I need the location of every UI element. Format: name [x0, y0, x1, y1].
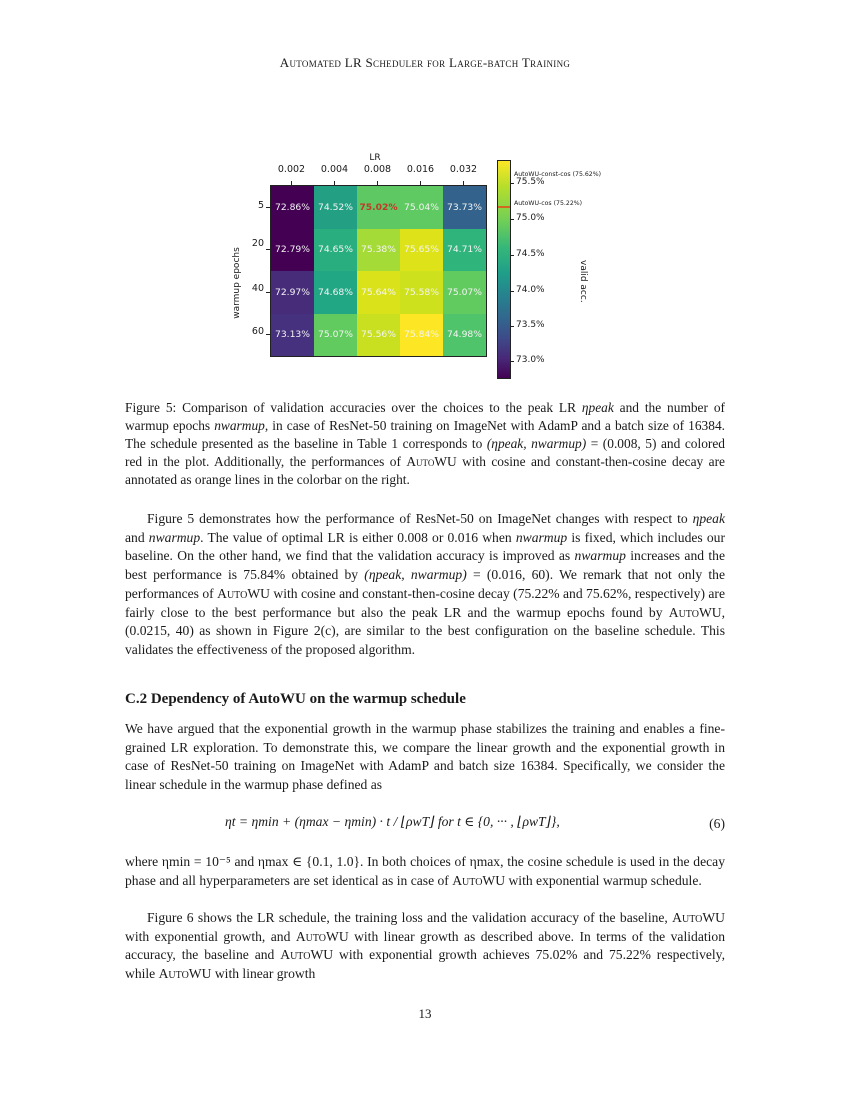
heatmap-cell: 74.68%	[314, 271, 357, 314]
x-tick-label: 0.004	[320, 164, 349, 175]
heatmap-cell: 75.65%	[400, 229, 443, 272]
caption-label: Figure 5:	[125, 400, 177, 415]
running-head: Automated LR Scheduler for Large-batch Training	[279, 55, 571, 70]
y-tick-label: 5	[257, 200, 264, 211]
heatmap-cell: 75.56%	[357, 314, 400, 357]
heatmap-cell-baseline: 75.02%	[357, 186, 400, 229]
colorbar-tick	[510, 183, 514, 184]
colorbar-tick	[510, 219, 514, 220]
heatmap-cell: 74.98%	[443, 314, 486, 357]
heatmap-figure	[220, 150, 640, 385]
colorbar-tick-label: 74.5%	[516, 249, 545, 259]
colorbar-tick	[510, 326, 514, 327]
x-tick-label: 0.002	[277, 164, 306, 175]
colorbar-tick-label: 75.5%	[516, 177, 545, 187]
heatmap-cell: 75.38%	[357, 229, 400, 272]
y-tick-label: 40	[251, 283, 264, 294]
heatmap-cell: 73.13%	[271, 314, 314, 357]
body-paragraph: where ηmin = 10⁻⁵ and ηmax ∈ {0.1, 1.0}. In both choices of ηmax, the cosine schedule is used in the decay phase and all hyperparameters are set identical as in case of AutoWU with exponential warmup schedule.	[125, 854, 725, 888]
body-paragraph: Figure 6 shows the LR schedule, the training loss and the validation accuracy of the baseline, AutoWU with exponential growth, and AutoWU with linear growth as described above. In terms of the validation accuracy, the baseline and AutoWU with exponential growth achieves 75.02% and 75.22% respectively, while AutoWU with linear growth	[125, 910, 725, 982]
heatmap-cell: 75.07%	[314, 314, 357, 357]
equation-body: ηt = ηmin + (ηmax − ηmin) · t / ⌊ρwT⌋ for t ∈ {0, ··· , ⌊ρwT⌋},	[225, 814, 560, 829]
heatmap-cell: 74.65%	[314, 229, 357, 272]
equation-6	[125, 810, 725, 850]
heatmap-cell: 74.52%	[314, 186, 357, 229]
colorbar-tick	[510, 255, 514, 256]
figure-caption: Figure 5: Comparison of validation accuracies over the choices to the peak LR ηpeak and the number of warmup epochs nwarmup, in case of ResNet-50 training on ImageNet with AdamP and a batch size of 16384. The schedule presented as the baseline in Table 1 corresponds to (ηpeak, nwarmup) = (0.008, 5) and colored red in the plot. Additionally, the performances of AutoWU with cosine and constant-then-cosine decay are annotated as orange lines in the colorbar on the right.	[125, 400, 726, 488]
section-heading: C.2 Dependency of AutoWU on the warmup schedule	[125, 691, 466, 707]
page-number: 13	[418, 1006, 432, 1021]
colorbar-annotation-line	[498, 206, 510, 208]
colorbar-tick-label: 73.0%	[516, 355, 545, 365]
heatmap-cell: 72.79%	[271, 229, 314, 272]
heatmap-grid	[270, 185, 487, 357]
heatmap-cell: 75.84%	[400, 314, 443, 357]
heatmap-cell: 75.58%	[400, 271, 443, 314]
heatmap-cell: 75.04%	[400, 186, 443, 229]
x-tick-label: 0.032	[449, 164, 478, 175]
equation-number: (6)	[709, 816, 725, 831]
colorbar-tick	[510, 291, 514, 292]
colorbar	[497, 160, 511, 379]
colorbar-annotation: AutoWU-cos (75.22%)	[514, 200, 583, 207]
colorbar-annotation: AutoWU-const-cos (75.62%)	[514, 171, 602, 178]
body-paragraph: We have argued that the exponential growth in the warmup phase stabilizes the training and enables a fine-grained LR exploration. To demonstrate this, we compare the linear growth and the exponential growth in case of ResNet-50 training on ImageNet with AdamP and batch size 16384. Specifically, we consider the linear schedule in the warmup phase defined as	[125, 721, 725, 793]
heatmap-cell: 75.07%	[443, 271, 486, 314]
heatmap-cell: 74.71%	[443, 229, 486, 272]
heatmap-cell: 73.73%	[443, 186, 486, 229]
x-tick-label: 0.008	[363, 164, 392, 175]
colorbar-tick-label: 75.0%	[516, 213, 545, 223]
x-tick-label: 0.016	[406, 164, 435, 175]
x-axis-label: LR	[369, 153, 381, 163]
body-paragraph: Figure 5 demonstrates how the performance of ResNet-50 on ImageNet changes with respect to ηpeak and nwarmup. The value of optimal LR is either 0.008 or 0.016 when nwarmup is fixed, which includes our baseline. On the other hand, we find that the validation accuracy is improved as nwarmup increases and the best performance is 75.84% obtained by (ηpeak, nwarmup) = (0.016, 60). We remark that not only the performances of AutoWU with cosine and constant-then-cosine decay (75.22% and 75.62%, respectively) are fairly close to the best performance but also the peak LR and the warmup epochs found by AutoWU, (0.0215, 40) as shown in Figure 2(c), are similar to the best configuration on the baseline schedule. This validates the effectiveness of the proposed algorithm.	[125, 511, 725, 657]
colorbar-tick	[510, 361, 514, 362]
y-tick-label: 60	[251, 326, 264, 337]
colorbar-label: valid acc.	[578, 260, 588, 303]
heatmap-cell: 72.97%	[271, 271, 314, 314]
y-tick-label: 20	[251, 238, 264, 249]
y-axis-label: warmup epochs	[232, 247, 242, 319]
colorbar-tick-label: 73.5%	[516, 320, 545, 330]
colorbar-tick-label: 74.0%	[516, 285, 545, 295]
heatmap-cell: 72.86%	[271, 186, 314, 229]
heatmap-cell: 75.64%	[357, 271, 400, 314]
